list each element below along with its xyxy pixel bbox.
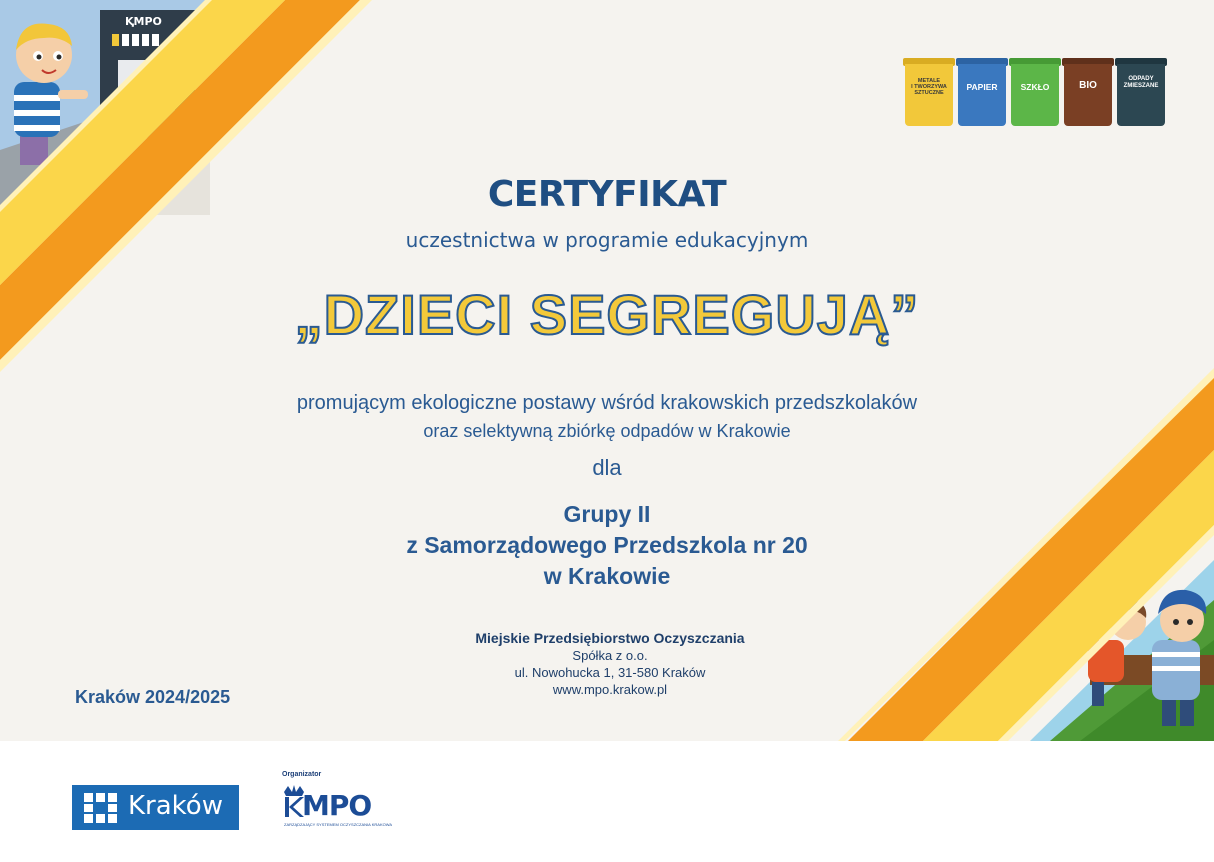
mpo-logo-text: MPO xyxy=(302,789,372,822)
bin-label: ODPADY ZMIESZANE xyxy=(1123,76,1159,89)
for-label: dla xyxy=(592,455,622,480)
bin-label: PAPIER xyxy=(966,82,998,92)
issuer-website: www.mpo.krakow.pl xyxy=(552,682,668,697)
recipient-line-2: z Samorządowego Przedszkola nr 20 xyxy=(406,532,808,558)
bin-glass xyxy=(1011,58,1059,128)
place-and-year: Kraków 2024/2025 xyxy=(75,687,231,707)
issuer-address: ul. Nowohucka 1, 31-580 Kraków xyxy=(514,665,706,680)
bin-label: SZKŁO xyxy=(1020,82,1050,92)
bin-bio xyxy=(1064,58,1112,128)
bin-metals-plastics xyxy=(905,58,953,128)
organizer-label: Organizator xyxy=(282,771,322,778)
bin-label: BIO xyxy=(1079,80,1097,91)
recipient-line-3: w Krakowie xyxy=(543,563,671,589)
mpo-logo xyxy=(282,782,393,827)
krakow-logo xyxy=(72,785,239,830)
bin-mixed xyxy=(1117,58,1165,128)
certificate-title: CERTYFIKAT xyxy=(487,174,727,215)
building-sign: ⱩMPO xyxy=(125,15,162,28)
krakow-logo-icon xyxy=(84,793,118,823)
mpo-logo-subtext: ZARZĄDZAJĄCY SYSTEMEM OCZYSZCZANIA KRAKOWA xyxy=(284,822,393,827)
certificate-subtitle: uczestnictwa w programie edukacyjnym xyxy=(405,228,809,252)
description-line-2: oraz selektywną zbiórkę odpadów w Krakowie xyxy=(423,421,791,441)
bin-paper xyxy=(958,58,1006,128)
issuer-name: Miejskie Przedsiębiorstwo Oczyszczania xyxy=(475,630,745,646)
issuer-legal-form: Spółka z o.o. xyxy=(572,648,648,663)
krakow-logo-text: Kraków xyxy=(128,791,223,821)
description-line-1: promującym ekologiczne postawy wśród krakowskich przedszkolaków xyxy=(296,392,918,414)
recycling-bins xyxy=(905,58,1167,130)
bin-label: METALE I TWORZYWA SZTUCZNE xyxy=(911,78,947,96)
program-name: „DZIECI SEGREGUJĄ” xyxy=(294,283,920,346)
recipient-line-1: Grupy II xyxy=(563,501,651,527)
